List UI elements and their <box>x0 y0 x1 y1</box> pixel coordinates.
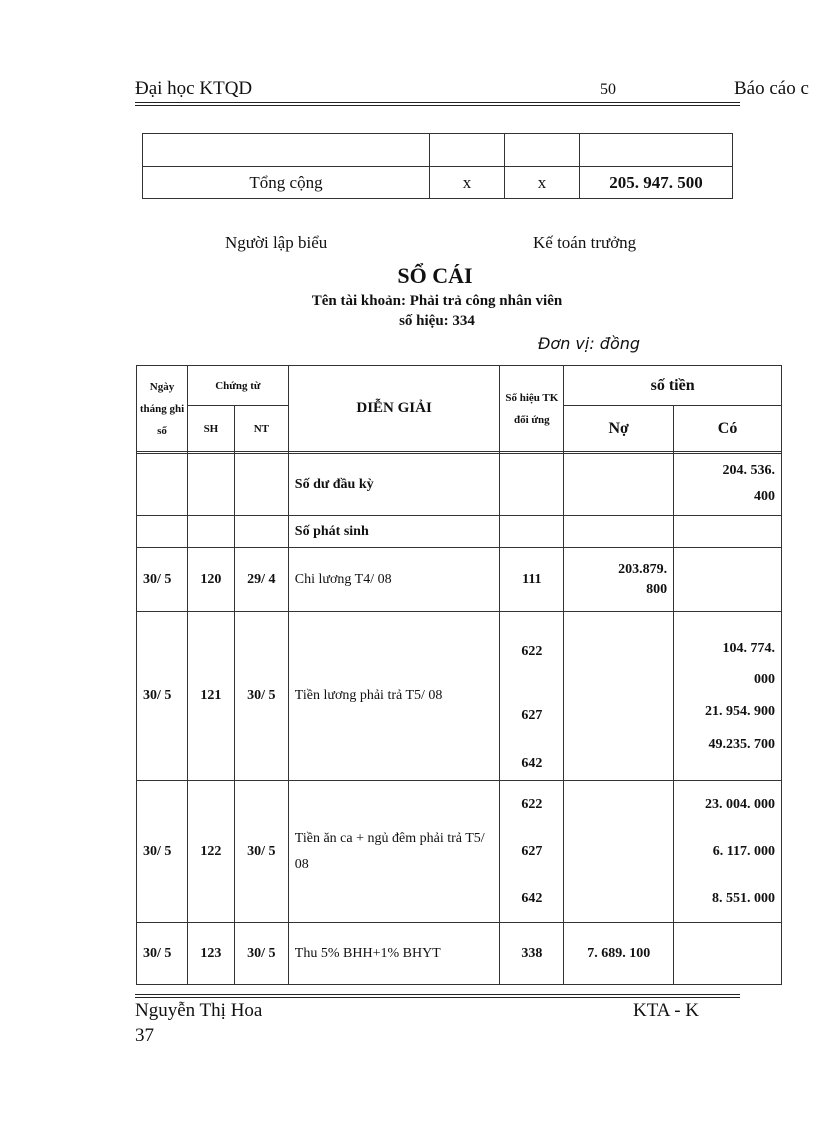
row120-sh: 120 <box>187 548 234 612</box>
col-header-date: Ngày tháng ghi sổ <box>137 366 188 452</box>
col-header-nt: NT <box>234 406 288 452</box>
totals-col2: x <box>430 167 505 199</box>
totals-table <box>142 133 733 199</box>
footer-class: KTA - K <box>633 1000 700 1021</box>
row121-sh: 121 <box>187 612 234 781</box>
row122-sh: 122 <box>187 781 234 923</box>
account-name: Tên tài khoản: Phải trả công nhân viên <box>311 293 563 309</box>
footer-rule-2 <box>135 997 740 998</box>
row121-credit-3: 49.235. 700 <box>708 736 775 752</box>
row123-nt: 30/ 5 <box>234 923 288 985</box>
row123-sh: 123 <box>187 923 234 985</box>
row121-credit-2: 21. 954. 900 <box>705 703 775 719</box>
totals-amount: 205. 947. 500 <box>580 167 733 199</box>
header-rule <box>135 102 740 103</box>
header-school: Đại học KTQD <box>135 78 253 99</box>
row120-debit-part1: 203.879. <box>618 561 668 577</box>
col-header-account: Số hiệu TK đối ứng <box>500 366 564 452</box>
row121-account-2: 627 <box>521 708 543 723</box>
footer-number: 37 <box>135 1025 154 1046</box>
row123-date: 30/ 5 <box>137 923 188 985</box>
unit-label: Đơn vị: đồng <box>538 334 641 353</box>
row121-date: 30/ 5 <box>137 612 188 781</box>
col-header-voucher: Chứng từ <box>187 366 288 406</box>
ledger-title: SỔ CÁI <box>397 263 473 288</box>
row120-date: 30/ 5 <box>137 548 188 612</box>
col-header-description: DIỄN GIẢI <box>288 366 500 452</box>
col-header-credit: Có <box>674 406 782 452</box>
row120-account: 111 <box>500 548 564 612</box>
table-row <box>137 923 782 985</box>
ledger-table <box>136 365 782 985</box>
row122-credit-3: 8. 551. 000 <box>712 891 775 906</box>
header-rule-2 <box>135 105 740 106</box>
col-header-sh: SH <box>187 406 234 452</box>
header-report: Báo cáo c <box>734 78 809 99</box>
signature-preparer: Người lập biểu <box>225 233 328 252</box>
row121-account-1: 622 <box>521 644 543 659</box>
row122-date: 30/ 5 <box>137 781 188 923</box>
row121-credit-1b: 000 <box>754 671 775 687</box>
row121-desc: Tiền lương phải trả T5/ 08 <box>288 612 500 781</box>
row122-account-2: 627 <box>521 844 543 859</box>
row120-nt: 29/ 4 <box>234 548 288 612</box>
table-row <box>137 454 782 516</box>
account-number: số hiệu: 334 <box>399 313 475 329</box>
table-row <box>137 548 782 612</box>
row122-credit-1: 23. 004. 000 <box>705 797 775 812</box>
row123-account: 338 <box>500 923 564 985</box>
row122-account-1: 622 <box>521 797 543 812</box>
row123-debit: 7. 689. 100 <box>564 923 674 985</box>
col-header-amount: số tiền <box>564 366 782 406</box>
row122-account-3: 642 <box>521 891 543 906</box>
row121-account-3: 642 <box>521 756 543 771</box>
row120-debit-part2: 800 <box>646 581 668 597</box>
footer-author: Nguyễn Thị Hoa <box>135 1000 263 1021</box>
col-header-debit: Nợ <box>564 406 674 452</box>
footer-rule <box>135 994 740 995</box>
table-row <box>137 612 782 781</box>
opening-credit-part2: 400 <box>754 489 775 504</box>
arising-desc: Số phát sinh <box>288 516 500 548</box>
row122-nt: 30/ 5 <box>234 781 288 923</box>
row123-desc: Thu 5% BHH+1% BHYT <box>288 923 500 985</box>
row120-desc: Chi lương T4/ 08 <box>288 548 500 612</box>
table-row <box>137 781 782 923</box>
header-page-number: 50 <box>600 81 616 98</box>
row122-desc: Tiền ăn ca + ngủ đêm phải trả T5/ 08 <box>288 781 500 923</box>
signature-chief-accountant: Kế toán trưởng <box>533 233 637 252</box>
row121-credit-1a: 104. 774. <box>722 640 775 656</box>
totals-col3: x <box>505 167 580 199</box>
row121-nt: 30/ 5 <box>234 612 288 781</box>
totals-label: Tổng cộng <box>143 167 430 199</box>
opening-desc: Số dư đầu kỳ <box>288 454 500 516</box>
opening-credit-part1: 204. 536. <box>722 463 775 478</box>
table-row <box>137 516 782 548</box>
row122-credit-2: 6. 117. 000 <box>712 844 775 859</box>
